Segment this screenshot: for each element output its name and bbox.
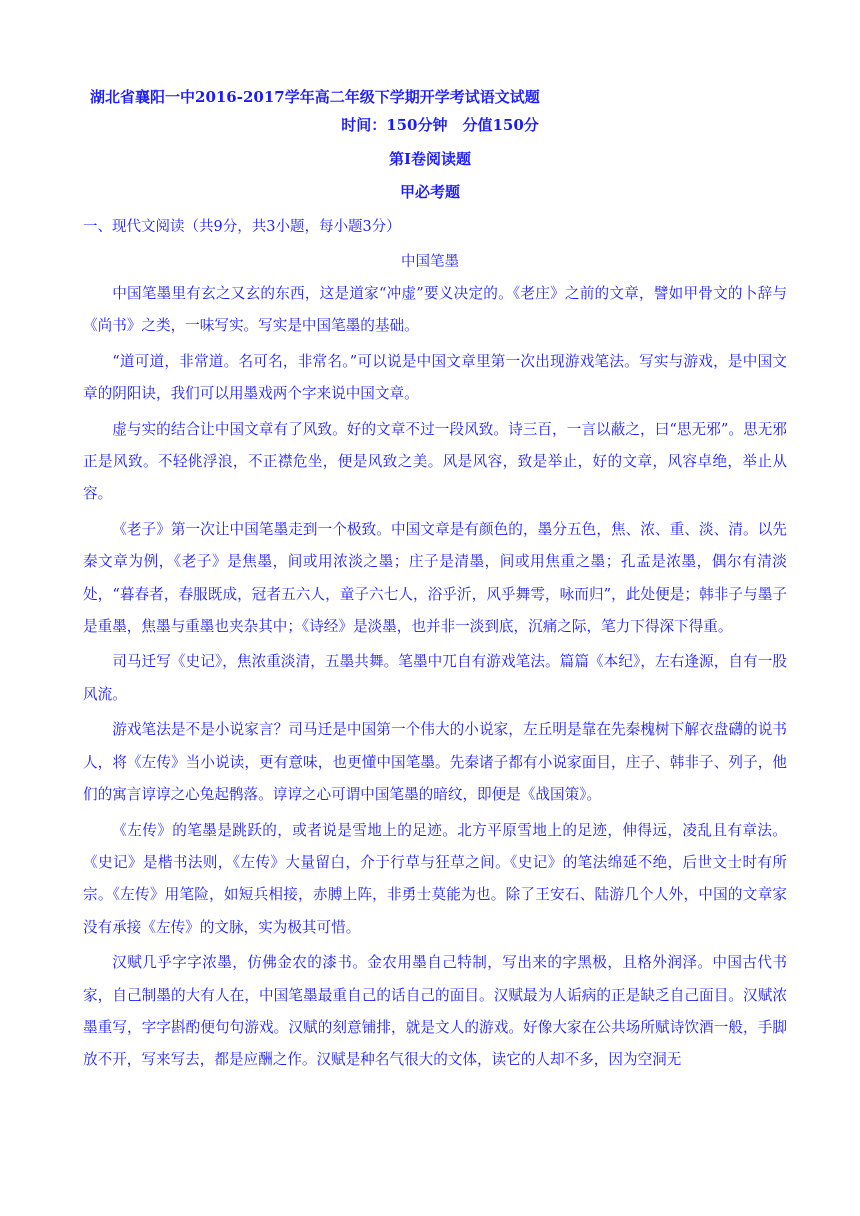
part-heading: 第Ⅰ卷阅读题: [388, 150, 472, 168]
paragraph: 汉赋几乎字字浓墨，仿佛金农的漆书。金农用墨自己特制，写出来的字黑极，且格外润泽。中国古代书家，自己制墨的大有人在，中国笔墨最重自己的话自己的面目。汉赋最为人诟病的正是缺乏自己面目。汉赋浓墨重写，字字斟酌便句句游戏。汉赋的刻意铺排，就是文人的游戏。好像大家在公共场所赋诗饮酒一般，手脚放不开，写来写去，都是应酬之作。汉赋是种名气很大的文体，读它的人却不多，因为空洞无: [83, 954, 787, 1069]
paragraph: 游戏笔法是不是小说家言？司马迁是中国第一个伟大的小说家，左丘明是靠在先秦槐树下解衣盘礴的说书人，将《左传》当小说读，更有意味，也更懂中国笔墨。先秦诸子都有小说家面目，庄子、韩非子、列子，他们的寓言谆谆之心兔起鹘落。谆谆之心可谓中国笔墨的暗纹，即便是《战国策》。: [83, 721, 787, 804]
section-heading: 甲必考题: [399, 183, 460, 201]
exam-time-and-score: 时间：150分钟 分值150分: [341, 116, 539, 134]
paragraph: “道可道，非常道。名可名，非常名。”可以说是中国文章里第一次出现游戏笔法。写实与游戏，是中国文章的阴阳诀，我们可以用墨戏两个字来说中国文章。: [83, 352, 787, 403]
paragraph: 《老子》第一次让中国笔墨走到一个极致。中国文章是有颜色的，墨分五色，焦、浓、重、淡、清。以先秦文章为例，《老子》是焦墨，间或用浓淡之墨；庄子是清墨，间或用焦重之墨；孔孟是浓墨，偶尔有清淡处，“暮春者，春服既成，冠者五六人，童子六七人，浴乎沂，风乎舞雩，咏而归”，此处便是；韩非子与墨子是重墨，焦墨与重墨也夹杂其中；《诗经》是淡墨，也并非一淡到底，沉痛之际，笔力下得深下得重。: [83, 520, 787, 636]
exam-title: 湖北省襄阳一中2016-2017学年高二年级下学期开学考试语文试题: [90, 88, 540, 106]
paragraph: 虚与实的结合让中国文章有了风致。好的文章不过一段风致。诗三百，一言以蔽之，曰“思无邪”。思无邪正是风致。不轻佻浮浪，不正襟危坐，便是风致之美。风是风容，致是举止，好的文章，风容卓绝，举止从容。: [83, 420, 787, 503]
paragraph: 中国笔墨里有玄之又玄的东西，这是道家“冲虚”要义决定的。《老庄》之前的文章，譬如甲骨文的卜辞与《尚书》之类，一味写实。写实是中国笔墨的基础。: [83, 285, 787, 335]
paragraph: 《左传》的笔墨是跳跃的，或者说是雪地上的足迹。北方平原雪地上的足迹，伸得远，凌乱且有章法。《史记》是楷书法则，《左传》大量留白，介于行草与狂草之间。《史记》的笔法绵延不绝，后世文士时有所宗。《左传》用笔险，如短兵相接，赤膊上阵，非勇士莫能为也。除了王安石、陆游几个人外，中国的文章家没有承接《左传》的文脉，实为极其可惜。: [83, 821, 787, 936]
essay-body: [83, 278, 787, 1080]
essay-title: 中国笔墨: [401, 254, 459, 270]
question-heading: 一、现代文阅读（共9分，共3小题，每小题3分）: [83, 219, 401, 235]
paragraph: 司马迁写《史记》，焦浓重淡清，五墨共舞。笔墨中兀自有游戏笔法。篇篇《本纪》，左右逢源，自有一股风流。: [83, 653, 787, 703]
